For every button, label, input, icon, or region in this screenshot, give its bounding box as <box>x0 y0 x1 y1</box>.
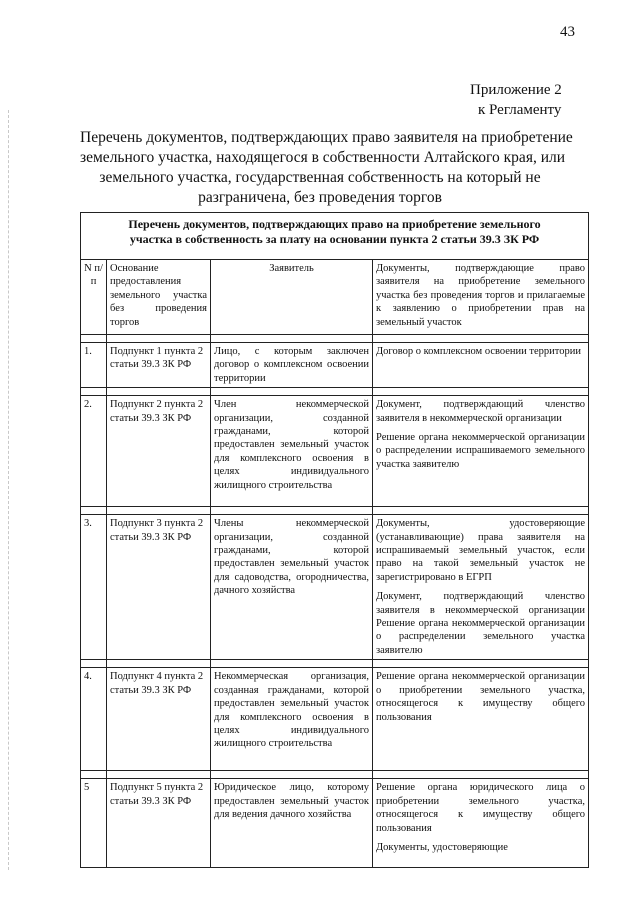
table-caption <box>81 213 589 260</box>
table-row <box>81 779 589 868</box>
row-basis: Подпункт 5 пункта 2 статьи 39.3 ЗК РФ <box>107 779 211 868</box>
header-basis: Основание предоставления земельного участка без проведения торгов <box>107 260 211 335</box>
row-documents <box>373 779 589 868</box>
appendix-reference <box>470 80 562 120</box>
title-line: Перечень документов, подтверждающих право заявителя на приобретение <box>80 129 573 146</box>
row-applicant: Юридическое лицо, которому предоставлен земельный участок для ведения дачного хозяйства <box>211 779 373 868</box>
row-documents <box>373 343 589 388</box>
header-documents: Документы, подтверждающие право заявителя на приобретение земельного участка без проведения торгов и прилагаемые к заявлению о приобретении прав на земельный участок <box>373 260 589 335</box>
scan-margin-mark <box>8 110 10 870</box>
document-item: Решение органа юридического лица о приобретении земельного участка, относящегося к имуществу общего пользования <box>376 782 586 834</box>
header-number: N п/п <box>81 260 107 335</box>
row-basis: Подпункт 4 пункта 2 статьи 39.3 ЗК РФ <box>107 668 211 771</box>
page-number: 43 <box>560 24 575 40</box>
appendix-line-2: к Регламенту <box>478 102 562 118</box>
appendix-line-1: Приложение 2 <box>470 82 562 98</box>
document-item: Документ, подтверждающий членство заявителя в некоммерческой организации <box>376 399 586 424</box>
table-caption-line-1: Перечень документов, подтверждающих право на приобретение земельного <box>128 217 541 231</box>
documents-table <box>80 212 589 868</box>
row-documents <box>373 396 589 507</box>
table-caption-line-2: участка в собственность за плату на основании пункта 2 статьи 39.3 ЗК РФ <box>129 232 540 246</box>
row-documents <box>373 515 589 660</box>
row-applicant: Лицо, с которым заключен договор о комплексном освоении территории <box>211 343 373 388</box>
row-basis: Подпункт 1 пункта 2 статьи 39.3 ЗК РФ <box>107 343 211 388</box>
document-item: Договор о комплексном освоении территории <box>376 346 581 357</box>
row-basis: Подпункт 3 пункта 2 статьи 39.3 ЗК РФ <box>107 515 211 660</box>
row-applicant: Члены некоммерческой организации, созданной гражданами, которой предоставлен земельный участок для садоводства, огородничества, дачного хозяйства <box>211 515 373 660</box>
table-row <box>81 668 589 771</box>
header-applicant: Заявитель <box>211 260 373 335</box>
document-item: Документы, удостоверяющие <box>376 841 508 853</box>
document-title <box>80 128 573 208</box>
table-row <box>81 343 589 388</box>
title-line: земельного участка, находящегося в собственности Алтайского края, или <box>80 149 566 166</box>
table-row <box>81 515 589 660</box>
title-line: разграничена, без проведения торгов <box>198 189 442 206</box>
row-number: 1. <box>81 343 107 388</box>
row-number: 4. <box>81 668 107 771</box>
row-applicant: Член некоммерческой организации, созданной гражданами, которой предоставлен земельный участок для комплексного освоения в целях индивидуального жилищного строительства <box>211 396 373 507</box>
document-item: Решение органа некоммерческой организации о распределении испрашиваемого земельного участка заявителю <box>376 432 586 470</box>
row-number: 3. <box>81 515 107 660</box>
row-basis: Подпункт 2 пункта 2 статьи 39.3 ЗК РФ <box>107 396 211 507</box>
document-item: Документы, удостоверяющие (устанавливающие) права заявителя на испрашиваемый земельный участок, если право на такой земельный участок не зарегистрировано в ЕГРП <box>376 518 586 583</box>
row-number: 5 <box>81 779 107 868</box>
document-item: Документ, подтверждающий членство заявителя в некоммерческой организации Решение органа некоммерческой организации о распределении земельного участка заявителю <box>376 591 586 656</box>
row-documents <box>373 668 589 771</box>
row-applicant: Некоммерческая организация, созданная гражданами, которой предоставлен земельный участок для комплексного освоения в целях индивидуального жилищного строительства <box>211 668 373 771</box>
title-line: земельного участка, государственная собственность на который не <box>99 169 541 186</box>
table-row <box>81 396 589 507</box>
table-header-row <box>81 260 589 335</box>
row-number: 2. <box>81 396 107 507</box>
document-item: Решение органа некоммерческой организации о приобретении земельного участка, относящегося к имуществу общего пользования <box>376 671 586 723</box>
